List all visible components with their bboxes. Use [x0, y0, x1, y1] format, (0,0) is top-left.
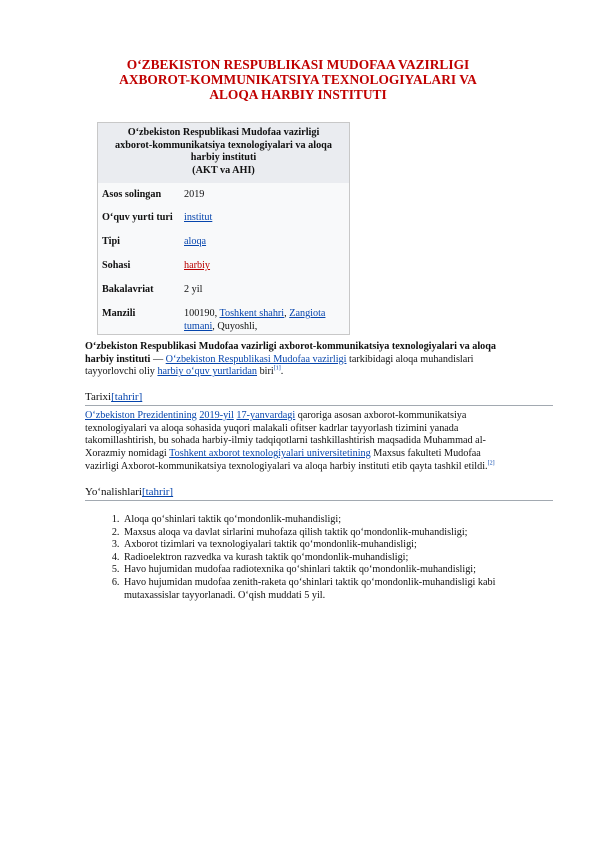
history-text: qaroriga asosan axborot-kommunikatsiya texnologiyalari va aloqa sohasida yuqori malakali ofitser kadrlar tayyorlash tizimini yanada takomillashtirish, bu sohada harbiy-ilmiy tadqiqotlarni tashkillashtirish maqsadida Muhammad al-Xorazmiy nomidagi	[85, 410, 486, 460]
directions-edit-link[interactable]: [tahrir]	[141, 486, 174, 498]
infobox-header-line-4: (AKT va AHI)	[192, 164, 255, 176]
history-text-end: Maxsus fakulteti Mudofaa vazirligi Axborot-kommunikatsiya texnologiyalari va aloqa harbiy instituti etib qayta tashkil etildi.	[85, 448, 488, 472]
infobox-value-address	[184, 308, 345, 333]
history-heading-text: Tarixi	[85, 391, 112, 403]
history-link-date[interactable]: 17-yanvardagi	[236, 410, 296, 421]
infobox-value: 2019	[184, 189, 205, 200]
infobox-row-kind	[102, 236, 345, 249]
address-suffix: , Quyoshli,	[212, 320, 258, 332]
infobox-header-line-3: harbiy instituti	[190, 152, 257, 164]
infobox-value: 2 yil	[184, 284, 203, 295]
intro-link-military-schools[interactable]: harbiy o‘quv yurtlaridan	[157, 366, 258, 378]
infobox-label: Sohasi	[102, 260, 131, 271]
infobox-header	[98, 123, 349, 183]
title-line-1: O‘ZBEKISTON RESPUBLIKASI MUDOFAA VAZIRLIGI	[126, 57, 470, 72]
document-title	[60, 57, 536, 102]
directions-list	[105, 514, 542, 602]
address-link-zangiota[interactable]: Zangiota tumani	[184, 308, 326, 332]
infobox-row-field	[102, 260, 345, 273]
infobox-label: Tipi	[102, 236, 120, 247]
infobox-header-line-1: O‘zbekiston Respublikasi Mudofaa vazirligi	[127, 127, 320, 138]
title-line-2: AXBOROT-KOMMUNIKATSIYA TEXNOLOGIYALARI VA	[119, 72, 477, 87]
list-item: 2. Maxsus aloqa va davlat sirlarini muhofaza qilish taktik qo‘mondonlik-muhandisligi;	[122, 527, 542, 540]
infobox-row-founded	[102, 189, 345, 202]
history-ref[interactable]: [2]	[487, 460, 495, 467]
address-link-tashkent[interactable]: Toshkent shahri	[219, 308, 285, 319]
infobox-row-type	[102, 212, 345, 225]
intro-dash: —	[150, 353, 166, 365]
infobox-row-bachelor	[102, 284, 345, 297]
infobox-label: Asos solingan	[102, 189, 162, 200]
list-item: 6. Havo hujumidan mudofaa zenith-raketa qo‘shinlari taktik qo‘mondonlik-muhandisligi kabi mutaxassislar tayyorlanadi. O‘qish muddati 5 yil.	[122, 577, 542, 602]
list-item: 3. Axborot tizimlari va texnologiyalari taktik qo‘mondonlik-muhandisligi;	[122, 539, 542, 552]
list-item: 4. Radioelektron razvedka va kurash taktik qo‘mondonlik-muhandisligi;	[122, 552, 542, 565]
infobox	[97, 122, 350, 335]
intro-period: .	[280, 366, 284, 378]
infobox-header-line-2: axborot-kommunikatsiya texnologiyalari va aloqa	[115, 139, 332, 151]
address-separator: ,	[284, 308, 290, 319]
intro-bold-name: O‘zbekiston Respublikasi Mudofaa vazirligi axborot-kommunikatsiya texnologiyalari va aloqa harbiy instituti	[85, 341, 497, 365]
history-paragraph	[85, 410, 515, 474]
infobox-label: O‘quv yurti turi	[102, 212, 173, 223]
address-postcode: 100190,	[184, 308, 220, 319]
list-item: 5. Havo hujumidan mudofaa radiotexnika qo‘shinlari taktik qo‘mondonlik-muhandisligi;	[122, 564, 542, 577]
history-heading	[85, 390, 553, 406]
intro-ref[interactable]: [1]	[273, 366, 281, 373]
infobox-label: Bakalavriat	[102, 284, 154, 295]
intro-link-ministry[interactable]: O‘zbekiston Respublikasi Mudofaa vazirligi	[165, 353, 347, 365]
infobox-link-aloqa[interactable]: aloqa	[184, 236, 207, 247]
directions-heading-text: Yo‘nalishlari	[85, 486, 142, 498]
infobox-link-institut[interactable]: institut	[184, 212, 213, 223]
infobox-label: Manzili	[102, 308, 136, 319]
history-link-president[interactable]: O‘zbekiston Prezidentining	[85, 410, 197, 421]
directions-heading	[85, 485, 553, 501]
intro-text: tarkibidagi aloqa muhandislari tayyorlovchi oliy	[85, 353, 474, 378]
infobox-link-harbiy[interactable]: harbiy	[184, 260, 211, 271]
history-link-university[interactable]: Toshkent axborot texnologiyalari universitetining	[169, 448, 371, 460]
history-edit-link[interactable]: [tahrir]	[111, 391, 143, 403]
history-link-year[interactable]: 2019-yil	[199, 410, 234, 421]
title-line-3: ALOQA HARBIY INSTITUTI	[209, 87, 387, 102]
infobox-row-address	[102, 308, 345, 333]
intro-paragraph	[85, 341, 515, 379]
intro-text-end: biri	[257, 366, 274, 378]
list-item: 1. Aloqa qo‘shinlari taktik qo‘mondonlik-muhandisligi;	[122, 514, 542, 527]
